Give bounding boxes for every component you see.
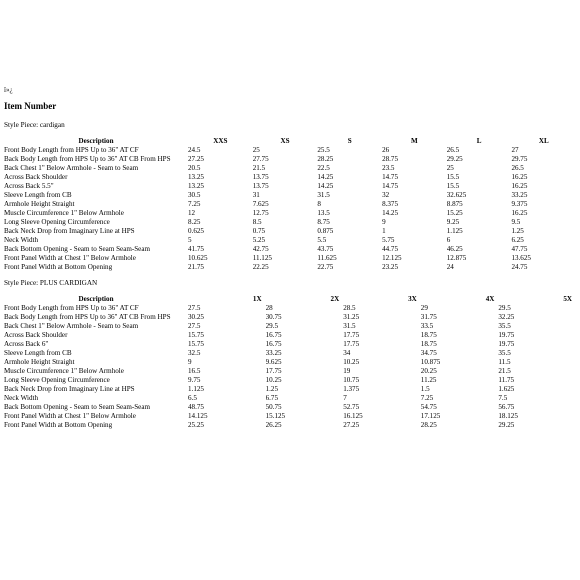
measurement-description-cell: Across Back Shoulder bbox=[4, 331, 68, 339]
table-header-row bbox=[4, 295, 576, 304]
measurement-description-cell: Armhole Height Straight bbox=[4, 358, 75, 366]
table-row bbox=[4, 358, 576, 367]
measurement-value-cell: 10.625 bbox=[188, 254, 208, 262]
measurement-value-cell: 22.25 bbox=[252, 263, 269, 271]
measurement-value-cell: 16.75 bbox=[265, 331, 282, 339]
table-row bbox=[4, 263, 576, 272]
measurement-value-cell: 5.75 bbox=[382, 236, 395, 244]
measurement-value-cell: 16.5 bbox=[188, 367, 201, 375]
measurement-description-cell: Back Chest 1" Below Armhole - Seam to Seam bbox=[4, 164, 139, 172]
measurement-value-cell: 9.25 bbox=[446, 218, 460, 226]
measurement-value-cell: 14.25 bbox=[382, 209, 399, 217]
measurement-value-cell: 29.25 bbox=[446, 155, 463, 163]
measurement-value-cell: 13.75 bbox=[252, 182, 269, 190]
measurement-value-cell: 29.5 bbox=[265, 322, 279, 330]
measurement-description-cell: Front Panel Width at Bottom Opening bbox=[4, 263, 113, 271]
measurement-value-cell: 9 bbox=[382, 218, 386, 226]
measurement-value-cell: 0.75 bbox=[252, 227, 266, 235]
size-column-header: XL bbox=[538, 137, 549, 145]
measurement-value-cell: 29.75 bbox=[511, 155, 528, 163]
measurement-value-cell: 16.25 bbox=[511, 209, 528, 217]
table-row bbox=[4, 245, 576, 254]
measurement-value-cell: 17.75 bbox=[343, 331, 360, 339]
size-column-header: XS bbox=[280, 137, 290, 145]
measurement-value-cell: 27.5 bbox=[188, 322, 201, 330]
measurement-value-cell: 27.25 bbox=[188, 155, 204, 163]
measurement-value-cell: 9.625 bbox=[265, 358, 282, 366]
measurement-value-cell: 31.75 bbox=[420, 313, 437, 321]
measurement-value-cell: 5.5 bbox=[317, 236, 327, 244]
measurement-value-cell: 21.5 bbox=[252, 164, 266, 172]
measurement-description-cell: Armhole Height Straight bbox=[4, 200, 75, 208]
measurement-value-cell: 7.5 bbox=[498, 394, 508, 402]
measurement-value-cell: 28.5 bbox=[343, 304, 356, 312]
measurement-value-cell: 1 bbox=[382, 227, 386, 235]
item-number-heading: Item Number bbox=[4, 101, 57, 111]
measurement-value-cell: 34 bbox=[343, 349, 351, 357]
table-row bbox=[4, 349, 576, 358]
measurement-value-cell: 5.25 bbox=[252, 236, 266, 244]
measurement-value-cell: 8.75 bbox=[317, 218, 330, 226]
measurement-value-cell: 30.25 bbox=[188, 313, 204, 321]
size-column-header: 4X bbox=[485, 295, 495, 303]
table-body bbox=[4, 146, 576, 272]
size-column-header: XXS bbox=[213, 137, 228, 145]
measurement-value-cell: 26.25 bbox=[265, 421, 282, 429]
measurement-value-cell: 46.25 bbox=[446, 245, 463, 253]
measurement-value-cell: 32.5 bbox=[188, 349, 201, 357]
measurement-value-cell: 8.375 bbox=[382, 200, 399, 208]
measurement-value-cell: 7 bbox=[343, 394, 347, 402]
measurement-value-cell: 48.75 bbox=[188, 403, 204, 411]
measurement-value-cell: 27.75 bbox=[252, 155, 269, 163]
measurement-value-cell: 10.875 bbox=[420, 358, 441, 366]
measurement-value-cell: 15.25 bbox=[446, 209, 463, 217]
measurement-value-cell: 31.25 bbox=[343, 313, 360, 321]
measurement-value-cell: 1.625 bbox=[498, 385, 515, 393]
measurement-description-cell: Across Back Shoulder bbox=[4, 173, 68, 181]
measurement-value-cell: 8.25 bbox=[188, 218, 201, 226]
measurement-value-cell: 14.125 bbox=[188, 412, 208, 420]
measurement-description-cell: Neck Width bbox=[4, 394, 39, 402]
measurement-value-cell: 15.5 bbox=[446, 173, 460, 181]
table-header-row bbox=[4, 137, 576, 146]
measurement-value-cell: 15.75 bbox=[188, 331, 204, 339]
measurement-value-cell: 7.25 bbox=[420, 394, 434, 402]
measurement-description-cell: Back Body Length from HPS Up to 36" AT CB From HPS bbox=[4, 313, 171, 321]
measurement-description-cell: Muscle Circumference 1" Below Armhole bbox=[4, 209, 124, 217]
measurement-value-cell: 33.25 bbox=[265, 349, 282, 357]
table-body bbox=[4, 304, 576, 430]
size-column-header: M bbox=[411, 137, 418, 145]
measurement-value-cell: 17.75 bbox=[343, 340, 360, 348]
measurement-value-cell: 16.75 bbox=[265, 340, 282, 348]
measurement-value-cell: 16.25 bbox=[511, 182, 528, 190]
measurement-value-cell: 26.5 bbox=[511, 164, 524, 172]
document-page bbox=[4, 86, 576, 430]
table-row bbox=[4, 340, 576, 349]
measurement-description-cell: Muscle Circumference 1" Below Armhole bbox=[4, 367, 124, 375]
measurement-description-cell: Across Back 5.5" bbox=[4, 182, 54, 190]
measurement-description-cell: Front Body Length from HPS Up to 36" AT CF bbox=[4, 146, 139, 154]
measurement-value-cell: 32.625 bbox=[446, 191, 467, 199]
table-row bbox=[4, 394, 576, 403]
table-row bbox=[4, 164, 576, 173]
measurement-value-cell: 41.75 bbox=[188, 245, 204, 253]
measurement-value-cell: 33.5 bbox=[420, 322, 434, 330]
table-row bbox=[4, 421, 576, 430]
measurement-value-cell: 18.75 bbox=[420, 331, 437, 339]
measurement-description-cell: Neck Width bbox=[4, 236, 39, 244]
table-row bbox=[4, 209, 576, 218]
measurement-value-cell: 15.5 bbox=[446, 182, 460, 190]
measurement-value-cell: 54.75 bbox=[420, 403, 437, 411]
table-row bbox=[4, 218, 576, 227]
measurement-value-cell: 14.25 bbox=[317, 182, 334, 190]
table-row bbox=[4, 155, 576, 164]
measurement-value-cell: 8.875 bbox=[446, 200, 463, 208]
measurement-value-cell: 9 bbox=[188, 358, 192, 366]
measurement-value-cell: 6.75 bbox=[265, 394, 279, 402]
measurement-value-cell: 7.625 bbox=[252, 200, 269, 208]
measurement-value-cell: 27 bbox=[511, 146, 519, 154]
table-row bbox=[4, 304, 576, 313]
measurement-value-cell: 25 bbox=[252, 146, 260, 154]
measurement-value-cell: 10.75 bbox=[343, 376, 360, 384]
measurement-value-cell: 7.25 bbox=[188, 200, 201, 208]
spec-table-cardigan bbox=[4, 137, 576, 272]
measurement-value-cell: 1.125 bbox=[446, 227, 463, 235]
table-row bbox=[4, 313, 576, 322]
measurement-value-cell: 26.5 bbox=[446, 146, 460, 154]
table-row bbox=[4, 367, 576, 376]
measurement-value-cell: 29.5 bbox=[498, 304, 511, 312]
table-row bbox=[4, 173, 576, 182]
measurement-value-cell: 28.25 bbox=[420, 421, 437, 429]
table-row bbox=[4, 254, 576, 263]
table-row bbox=[4, 191, 576, 200]
table-row bbox=[4, 331, 576, 340]
measurement-value-cell: 31.5 bbox=[343, 322, 356, 330]
measurement-value-cell: 0.875 bbox=[317, 227, 334, 235]
measurement-value-cell: 6.25 bbox=[511, 236, 524, 244]
size-column-header: L bbox=[476, 137, 482, 145]
measurement-value-cell: 24.75 bbox=[511, 263, 528, 271]
measurement-value-cell: 13.25 bbox=[188, 182, 204, 190]
measurement-value-cell: 1.375 bbox=[343, 385, 360, 393]
measurement-description-cell: Front Panel Width at Chest 1" Below Armhole bbox=[4, 254, 136, 262]
measurement-value-cell: 22.5 bbox=[317, 164, 330, 172]
size-column-header: S bbox=[347, 137, 352, 145]
measurement-value-cell: 42.75 bbox=[252, 245, 269, 253]
measurement-description-cell: Long Sleeve Opening Circumference bbox=[4, 376, 110, 384]
measurement-value-cell: 14.25 bbox=[317, 173, 334, 181]
measurement-value-cell: 12.875 bbox=[446, 254, 467, 262]
measurement-value-cell: 0.625 bbox=[188, 227, 204, 235]
size-column-header: 1X bbox=[252, 295, 262, 303]
table-row bbox=[4, 412, 576, 421]
measurement-description-cell: Sleeve Length from CB bbox=[4, 191, 72, 199]
measurement-description-cell: Back Chest 1" Below Armhole - Seam to Seam bbox=[4, 322, 139, 330]
measurement-value-cell: 8.5 bbox=[252, 218, 262, 226]
size-column-header: 2X bbox=[330, 295, 340, 303]
measurement-description-cell: Front Panel Width at Chest 1" Below Armhole bbox=[4, 412, 136, 420]
measurement-value-cell: 18.75 bbox=[420, 340, 437, 348]
measurement-value-cell: 1.125 bbox=[188, 385, 204, 393]
measurement-value-cell: 11.75 bbox=[498, 376, 515, 384]
measurement-value-cell: 24.5 bbox=[188, 146, 201, 154]
measurement-value-cell: 21.5 bbox=[498, 367, 511, 375]
measurement-value-cell: 16.125 bbox=[343, 412, 363, 420]
style-piece-label-cardigan: Style Piece: cardigan bbox=[4, 121, 65, 129]
measurement-value-cell: 9.375 bbox=[511, 200, 528, 208]
measurement-value-cell: 27.25 bbox=[343, 421, 360, 429]
measurement-value-cell: 22.75 bbox=[317, 263, 334, 271]
measurement-value-cell: 11.25 bbox=[420, 376, 437, 384]
table-row bbox=[4, 322, 576, 331]
measurement-value-cell: 32 bbox=[382, 191, 390, 199]
measurement-value-cell: 25 bbox=[446, 164, 454, 172]
measurement-value-cell: 26 bbox=[382, 146, 390, 154]
spec-table-plus-cardigan bbox=[4, 295, 576, 430]
measurement-value-cell: 33.25 bbox=[511, 191, 528, 199]
measurement-value-cell: 13.25 bbox=[188, 173, 204, 181]
measurement-value-cell: 21.75 bbox=[188, 263, 204, 271]
measurement-value-cell: 19 bbox=[343, 367, 351, 375]
measurement-value-cell: 8 bbox=[317, 200, 321, 208]
size-column-header: 5X bbox=[563, 295, 572, 303]
measurement-value-cell: 5 bbox=[188, 236, 192, 244]
measurement-value-cell: 29.25 bbox=[498, 421, 515, 429]
table-row bbox=[4, 403, 576, 412]
measurement-value-cell: 27.5 bbox=[188, 304, 201, 312]
table-row bbox=[4, 376, 576, 385]
measurement-value-cell: 13.5 bbox=[317, 209, 330, 217]
measurement-value-cell: 44.75 bbox=[382, 245, 399, 253]
encoding-artifact-text: ï»¿ bbox=[4, 86, 13, 94]
measurement-description-cell: Back Neck Drop from Imaginary Line at HPS bbox=[4, 227, 135, 235]
measurement-value-cell: 11.125 bbox=[252, 254, 272, 262]
measurement-value-cell: 15.125 bbox=[265, 412, 286, 420]
measurement-value-cell: 1.25 bbox=[265, 385, 279, 393]
measurement-value-cell: 34.75 bbox=[420, 349, 437, 357]
measurement-value-cell: 20.5 bbox=[188, 164, 201, 172]
measurement-value-cell: 28.25 bbox=[317, 155, 334, 163]
measurement-description-cell: Long Sleeve Opening Circumference bbox=[4, 218, 110, 226]
measurement-value-cell: 35.5 bbox=[498, 349, 511, 357]
measurement-value-cell: 9.5 bbox=[511, 218, 521, 226]
measurement-value-cell: 19.75 bbox=[498, 340, 515, 348]
measurement-value-cell: 13.75 bbox=[252, 173, 269, 181]
measurement-value-cell: 16.25 bbox=[511, 173, 528, 181]
table-row bbox=[4, 182, 576, 191]
measurement-value-cell: 25.25 bbox=[188, 421, 204, 429]
measurement-description-cell: Back Bottom Opening - Seam to Seam Seam-Seam bbox=[4, 403, 150, 411]
measurement-value-cell: 28.75 bbox=[382, 155, 399, 163]
table-row bbox=[4, 200, 576, 209]
measurement-value-cell: 10.25 bbox=[265, 376, 282, 384]
measurement-value-cell: 13.625 bbox=[511, 254, 531, 262]
table-row bbox=[4, 236, 576, 245]
measurement-value-cell: 6.5 bbox=[188, 394, 197, 402]
measurement-description-cell: Back Neck Drop from Imaginary Line at HPS bbox=[4, 385, 135, 393]
measurement-value-cell: 12.75 bbox=[252, 209, 269, 217]
measurement-value-cell: 1.5 bbox=[420, 385, 430, 393]
measurement-value-cell: 24 bbox=[446, 263, 454, 271]
measurement-value-cell: 11.625 bbox=[317, 254, 337, 262]
measurement-description-cell: Across Back 6" bbox=[4, 340, 49, 348]
table-row bbox=[4, 385, 576, 394]
measurement-value-cell: 29 bbox=[420, 304, 428, 312]
measurement-value-cell: 52.75 bbox=[343, 403, 360, 411]
measurement-description-cell: Sleeve Length from CB bbox=[4, 349, 72, 357]
measurement-value-cell: 17.125 bbox=[420, 412, 441, 420]
measurement-value-cell: 12 bbox=[188, 209, 196, 217]
measurement-value-cell: 30.75 bbox=[265, 313, 282, 321]
measurement-value-cell: 14.75 bbox=[382, 182, 399, 190]
measurement-value-cell: 18.125 bbox=[498, 412, 518, 420]
measurement-value-cell: 19.75 bbox=[498, 331, 515, 339]
description-column-header: Description bbox=[78, 295, 114, 303]
measurement-value-cell: 10.25 bbox=[343, 358, 360, 366]
measurement-value-cell: 50.75 bbox=[265, 403, 282, 411]
measurement-value-cell: 14.75 bbox=[382, 173, 399, 181]
measurement-value-cell: 9.75 bbox=[188, 376, 201, 384]
measurement-value-cell: 25.5 bbox=[317, 146, 330, 154]
measurement-value-cell: 47.75 bbox=[511, 245, 528, 253]
measurement-value-cell: 23.5 bbox=[382, 164, 395, 172]
measurement-value-cell: 31 bbox=[252, 191, 260, 199]
description-column-header: Description bbox=[78, 137, 114, 145]
measurement-value-cell: 20.25 bbox=[420, 367, 437, 375]
measurement-value-cell: 28 bbox=[265, 304, 273, 312]
measurement-value-cell: 1.25 bbox=[511, 227, 524, 235]
measurement-value-cell: 35.5 bbox=[498, 322, 511, 330]
measurement-value-cell: 15.75 bbox=[188, 340, 204, 348]
measurement-value-cell: 11.5 bbox=[498, 358, 511, 366]
measurement-value-cell: 12.125 bbox=[382, 254, 402, 262]
measurement-value-cell: 30.5 bbox=[188, 191, 201, 199]
measurement-value-cell: 23.25 bbox=[382, 263, 399, 271]
measurement-value-cell: 32.25 bbox=[498, 313, 515, 321]
table-row bbox=[4, 227, 576, 236]
measurement-description-cell: Back Body Length from HPS Up to 36" AT CB From HPS bbox=[4, 155, 171, 163]
measurement-value-cell: 31.5 bbox=[317, 191, 330, 199]
measurement-description-cell: Front Panel Width at Bottom Opening bbox=[4, 421, 113, 429]
measurement-value-cell: 6 bbox=[446, 236, 451, 244]
table-row bbox=[4, 146, 576, 155]
measurement-description-cell: Back Bottom Opening - Seam to Seam Seam-Seam bbox=[4, 245, 150, 253]
measurement-description-cell: Front Body Length from HPS Up to 36" AT CF bbox=[4, 304, 139, 312]
style-piece-label-plus-cardigan: Style Piece: PLUS CARDIGAN bbox=[4, 279, 98, 287]
measurement-value-cell: 56.75 bbox=[498, 403, 515, 411]
measurement-value-cell: 17.75 bbox=[265, 367, 282, 375]
size-column-header: 3X bbox=[408, 295, 417, 303]
measurement-value-cell: 43.75 bbox=[317, 245, 334, 253]
